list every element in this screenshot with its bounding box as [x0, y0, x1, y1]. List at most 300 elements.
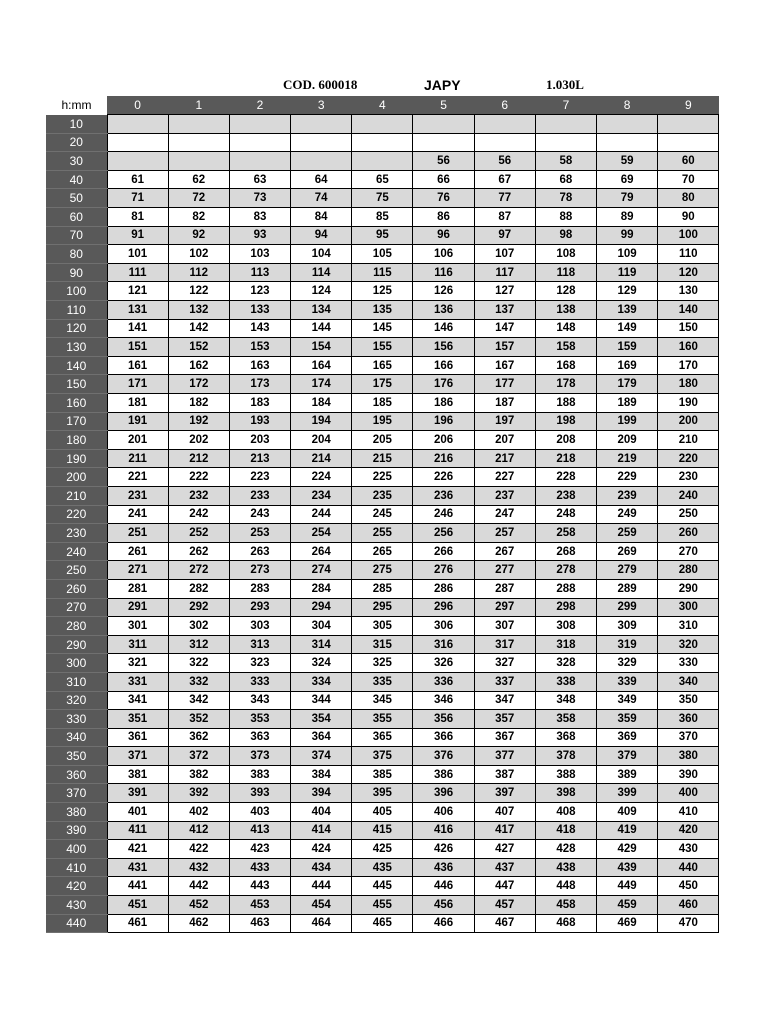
table-row: [46, 765, 719, 784]
table-cell: 440: [658, 858, 719, 877]
table-cell: 206: [413, 431, 474, 450]
table-cell: 164: [291, 356, 352, 375]
table-cell: 312: [168, 635, 229, 654]
table-cell: 118: [535, 263, 596, 282]
table-cell: 82: [168, 208, 229, 227]
table-cell: 451: [107, 896, 168, 915]
table-cell: 418: [535, 821, 596, 840]
table-cell: 202: [168, 431, 229, 450]
row-header: 80: [46, 245, 107, 264]
table-cell: 456: [413, 896, 474, 915]
table-cell: 258: [535, 524, 596, 543]
table-cell: 363: [229, 728, 290, 747]
table-row: [46, 914, 719, 933]
row-header: 260: [46, 579, 107, 598]
table-cell: 395: [352, 784, 413, 803]
table-row: [46, 301, 719, 320]
table-cell: 104: [291, 245, 352, 264]
table-cell: [107, 133, 168, 152]
table-cell: 71: [107, 189, 168, 208]
table-cell: [535, 133, 596, 152]
table-cell: 186: [413, 394, 474, 413]
table-cell: 209: [597, 431, 658, 450]
row-header: 270: [46, 598, 107, 617]
table-cell: 211: [107, 449, 168, 468]
table-cell: 443: [229, 877, 290, 896]
table-cell: 426: [413, 840, 474, 859]
table-cell: 296: [413, 598, 474, 617]
table-cell: 123: [229, 282, 290, 301]
table-cell: 88: [535, 208, 596, 227]
table-cell: 408: [535, 803, 596, 822]
table-cell: 64: [291, 170, 352, 189]
row-header: 90: [46, 263, 107, 282]
table-cell: 372: [168, 747, 229, 766]
table-cell: 122: [168, 282, 229, 301]
table-row: [46, 431, 719, 450]
row-header: 240: [46, 542, 107, 561]
table-cell: 392: [168, 784, 229, 803]
table-cell: 390: [658, 765, 719, 784]
table-cell: 367: [474, 728, 535, 747]
column-header: 6: [474, 96, 535, 115]
table-row: [46, 208, 719, 227]
table-cell: 310: [658, 617, 719, 636]
table-cell: 68: [535, 170, 596, 189]
table-cell: 148: [535, 319, 596, 338]
table-cell: 241: [107, 505, 168, 524]
table-row: [46, 728, 719, 747]
table-cell: 271: [107, 561, 168, 580]
table-cell: 75: [352, 189, 413, 208]
table-cell: 342: [168, 691, 229, 710]
table-cell: 421: [107, 840, 168, 859]
table-cell: [168, 133, 229, 152]
table-cell: 112: [168, 263, 229, 282]
table-cell: 348: [535, 691, 596, 710]
table-cell: 366: [413, 728, 474, 747]
table-cell: 249: [597, 505, 658, 524]
table-cell: 359: [597, 710, 658, 729]
table-cell: 454: [291, 896, 352, 915]
table-row: [46, 449, 719, 468]
row-header: 60: [46, 208, 107, 227]
table-row: [46, 468, 719, 487]
table-cell: 423: [229, 840, 290, 859]
table-cell: 401: [107, 803, 168, 822]
table-cell: 160: [658, 338, 719, 357]
table-cell: 239: [597, 486, 658, 505]
table-cell: 215: [352, 449, 413, 468]
table-cell: 376: [413, 747, 474, 766]
table-cell: 80: [658, 189, 719, 208]
table-cell: 334: [291, 672, 352, 691]
table-cell: 86: [413, 208, 474, 227]
table-cell: 424: [291, 840, 352, 859]
row-header: 120: [46, 319, 107, 338]
table-cell: 288: [535, 579, 596, 598]
table-cell: 279: [597, 561, 658, 580]
table-cell: 135: [352, 301, 413, 320]
table-cell: 413: [229, 821, 290, 840]
table-cell: 213: [229, 449, 290, 468]
table-cell: 107: [474, 245, 535, 264]
table-cell: [658, 115, 719, 134]
table-cell: 406: [413, 803, 474, 822]
table-cell: 277: [474, 561, 535, 580]
table-row: [46, 115, 719, 134]
table-cell: 308: [535, 617, 596, 636]
table-cell: 276: [413, 561, 474, 580]
table-cell: [229, 115, 290, 134]
table-cell: 219: [597, 449, 658, 468]
table-cell: 422: [168, 840, 229, 859]
table-cell: 315: [352, 635, 413, 654]
table-cell: 130: [658, 282, 719, 301]
table-cell: 330: [658, 654, 719, 673]
table-cell: 105: [352, 245, 413, 264]
row-header: 250: [46, 561, 107, 580]
table-cell: 371: [107, 747, 168, 766]
table-cell: 431: [107, 858, 168, 877]
table-row: [46, 877, 719, 896]
table-cell: 316: [413, 635, 474, 654]
table-cell: 420: [658, 821, 719, 840]
table-cell: [107, 115, 168, 134]
table-cell: 382: [168, 765, 229, 784]
table-cell: 349: [597, 691, 658, 710]
table-cell: 318: [535, 635, 596, 654]
table-cell: 237: [474, 486, 535, 505]
table-cell: 327: [474, 654, 535, 673]
row-header: 130: [46, 338, 107, 357]
table-cell: 470: [658, 914, 719, 933]
table-cell: 307: [474, 617, 535, 636]
column-header: 3: [291, 96, 352, 115]
table-cell: 452: [168, 896, 229, 915]
table-row: [46, 858, 719, 877]
row-header: 190: [46, 449, 107, 468]
table-cell: 245: [352, 505, 413, 524]
column-header: 5: [413, 96, 474, 115]
table-cell: 369: [597, 728, 658, 747]
table-cell: 412: [168, 821, 229, 840]
table-cell: 238: [535, 486, 596, 505]
row-header: 40: [46, 170, 107, 189]
table-cell: 78: [535, 189, 596, 208]
table-cell: 380: [658, 747, 719, 766]
table-cell: 149: [597, 319, 658, 338]
table-cell: 441: [107, 877, 168, 896]
row-header: 220: [46, 505, 107, 524]
table-cell: 255: [352, 524, 413, 543]
table-cell: 216: [413, 449, 474, 468]
table-cell: 457: [474, 896, 535, 915]
table-cell: 465: [352, 914, 413, 933]
table-cell: 393: [229, 784, 290, 803]
table-cell: 373: [229, 747, 290, 766]
table-cell: 429: [597, 840, 658, 859]
table-cell: 364: [291, 728, 352, 747]
table-cell: [413, 133, 474, 152]
table-cell: 81: [107, 208, 168, 227]
table-cell: 87: [474, 208, 535, 227]
table-cell: 175: [352, 375, 413, 394]
table-row: [46, 412, 719, 431]
table-cell: 438: [535, 858, 596, 877]
table-row: [46, 896, 719, 915]
table-cell: 434: [291, 858, 352, 877]
table-row: [46, 821, 719, 840]
table-cell: 184: [291, 394, 352, 413]
table-cell: 254: [291, 524, 352, 543]
table-cell: 62: [168, 170, 229, 189]
table-cell: 183: [229, 394, 290, 413]
table-cell: 152: [168, 338, 229, 357]
table-cell: 333: [229, 672, 290, 691]
table-cell: [474, 133, 535, 152]
table-cell: 284: [291, 579, 352, 598]
table-cell: 210: [658, 431, 719, 450]
table-cell: 353: [229, 710, 290, 729]
table-cell: 119: [597, 263, 658, 282]
row-header: 340: [46, 728, 107, 747]
table-cell: 250: [658, 505, 719, 524]
table-cell: 247: [474, 505, 535, 524]
table-cell: 231: [107, 486, 168, 505]
table-cell: 306: [413, 617, 474, 636]
row-header: 280: [46, 617, 107, 636]
table-cell: 433: [229, 858, 290, 877]
table-cell: 98: [535, 226, 596, 245]
table-cell: 341: [107, 691, 168, 710]
table-row: [46, 319, 719, 338]
corner-label: h:mm: [46, 96, 107, 115]
table-row: [46, 226, 719, 245]
table-cell: 248: [535, 505, 596, 524]
row-header: 150: [46, 375, 107, 394]
table-cell: 167: [474, 356, 535, 375]
table-cell: 466: [413, 914, 474, 933]
table-cell: 101: [107, 245, 168, 264]
table-cell: 243: [229, 505, 290, 524]
table-cell: 198: [535, 412, 596, 431]
row-header: 200: [46, 468, 107, 487]
table-cell: 355: [352, 710, 413, 729]
table-cell: 70: [658, 170, 719, 189]
table-cell: 274: [291, 561, 352, 580]
table-cell: 356: [413, 710, 474, 729]
table-cell: 100: [658, 226, 719, 245]
table-cell: 191: [107, 412, 168, 431]
row-header: 430: [46, 896, 107, 915]
table-cell: 56: [474, 152, 535, 171]
table-cell: 230: [658, 468, 719, 487]
table-cell: 292: [168, 598, 229, 617]
table-cell: 320: [658, 635, 719, 654]
table-cell: 340: [658, 672, 719, 691]
table-row: [46, 282, 719, 301]
table-cell: 246: [413, 505, 474, 524]
table-cell: 124: [291, 282, 352, 301]
table-cell: 260: [658, 524, 719, 543]
table-row: [46, 486, 719, 505]
table-cell: 313: [229, 635, 290, 654]
table-cell: 270: [658, 542, 719, 561]
table-cell: 467: [474, 914, 535, 933]
table-cell: 188: [535, 394, 596, 413]
table-cell: 410: [658, 803, 719, 822]
table-cell: 140: [658, 301, 719, 320]
table-cell: 129: [597, 282, 658, 301]
table-cell: 304: [291, 617, 352, 636]
table-cell: 144: [291, 319, 352, 338]
table-cell: [474, 115, 535, 134]
table-cell: 174: [291, 375, 352, 394]
table-cell: 85: [352, 208, 413, 227]
table-cell: 73: [229, 189, 290, 208]
table-row: [46, 356, 719, 375]
table-cell: 115: [352, 263, 413, 282]
table-cell: 193: [229, 412, 290, 431]
table-cell: 407: [474, 803, 535, 822]
table-cell: 203: [229, 431, 290, 450]
table-cell: [107, 152, 168, 171]
table-cell: 268: [535, 542, 596, 561]
table-cell: 290: [658, 579, 719, 598]
table-cell: [168, 152, 229, 171]
table-cell: 287: [474, 579, 535, 598]
table-cell: 399: [597, 784, 658, 803]
table-cell: 409: [597, 803, 658, 822]
row-header: 410: [46, 858, 107, 877]
table-cell: 132: [168, 301, 229, 320]
table-cell: 176: [413, 375, 474, 394]
table-cell: [535, 115, 596, 134]
row-header: 380: [46, 803, 107, 822]
table-cell: 414: [291, 821, 352, 840]
table-cell: 156: [413, 338, 474, 357]
table-cell: 285: [352, 579, 413, 598]
row-header: 230: [46, 524, 107, 543]
table-cell: 335: [352, 672, 413, 691]
table-cell: 77: [474, 189, 535, 208]
table-cell: 66: [413, 170, 474, 189]
row-header: 300: [46, 654, 107, 673]
row-header: 110: [46, 301, 107, 320]
table-cell: 163: [229, 356, 290, 375]
table-cell: 259: [597, 524, 658, 543]
table-cell: 222: [168, 468, 229, 487]
table-cell: 299: [597, 598, 658, 617]
table-cell: 223: [229, 468, 290, 487]
table-cell: [352, 133, 413, 152]
table-cell: 319: [597, 635, 658, 654]
table-cell: 165: [352, 356, 413, 375]
table-cell: 138: [535, 301, 596, 320]
table-cell: 385: [352, 765, 413, 784]
table-cell: 302: [168, 617, 229, 636]
row-header: 30: [46, 152, 107, 171]
table-cell: 128: [535, 282, 596, 301]
table-cell: 235: [352, 486, 413, 505]
row-header: 330: [46, 710, 107, 729]
table-cell: 83: [229, 208, 290, 227]
table-cell: 291: [107, 598, 168, 617]
column-header: 7: [535, 96, 596, 115]
table-cell: 178: [535, 375, 596, 394]
table-cell: 278: [535, 561, 596, 580]
table-cell: 99: [597, 226, 658, 245]
row-header: 350: [46, 747, 107, 766]
table-cell: 181: [107, 394, 168, 413]
table-cell: 56: [413, 152, 474, 171]
table-row: [46, 133, 719, 152]
table-cell: 155: [352, 338, 413, 357]
table-cell: 447: [474, 877, 535, 896]
table-cell: 84: [291, 208, 352, 227]
table-cell: 358: [535, 710, 596, 729]
table-cell: 445: [352, 877, 413, 896]
table-cell: 460: [658, 896, 719, 915]
table-cell: 92: [168, 226, 229, 245]
table-row: [46, 598, 719, 617]
table-cell: [352, 115, 413, 134]
table-cell: 324: [291, 654, 352, 673]
table-cell: 197: [474, 412, 535, 431]
row-header: 70: [46, 226, 107, 245]
table-cell: 189: [597, 394, 658, 413]
table-cell: 200: [658, 412, 719, 431]
table-row: [46, 338, 719, 357]
table-cell: 94: [291, 226, 352, 245]
table-row: [46, 245, 719, 264]
row-header: 370: [46, 784, 107, 803]
table-cell: 76: [413, 189, 474, 208]
table-row: [46, 710, 719, 729]
table-row: [46, 672, 719, 691]
table-cell: 344: [291, 691, 352, 710]
table-cell: 461: [107, 914, 168, 933]
table-cell: 161: [107, 356, 168, 375]
table-cell: 234: [291, 486, 352, 505]
table-cell: 224: [291, 468, 352, 487]
table-cell: 362: [168, 728, 229, 747]
column-header: 2: [229, 96, 290, 115]
column-header-row: [46, 96, 719, 115]
table-row: [46, 784, 719, 803]
table-cell: 323: [229, 654, 290, 673]
table-cell: 146: [413, 319, 474, 338]
table-cell: 217: [474, 449, 535, 468]
table-cell: 263: [229, 542, 290, 561]
table-cell: 65: [352, 170, 413, 189]
row-header: 210: [46, 486, 107, 505]
table-cell: [291, 133, 352, 152]
table-cell: [597, 133, 658, 152]
table-cell: 405: [352, 803, 413, 822]
table-cell: 321: [107, 654, 168, 673]
table-cell: 402: [168, 803, 229, 822]
table-cell: 289: [597, 579, 658, 598]
table-cell: 117: [474, 263, 535, 282]
table-cell: 58: [535, 152, 596, 171]
table-cell: 114: [291, 263, 352, 282]
table-cell: [229, 152, 290, 171]
column-header: 9: [658, 96, 719, 115]
table-cell: 415: [352, 821, 413, 840]
table-cell: 384: [291, 765, 352, 784]
